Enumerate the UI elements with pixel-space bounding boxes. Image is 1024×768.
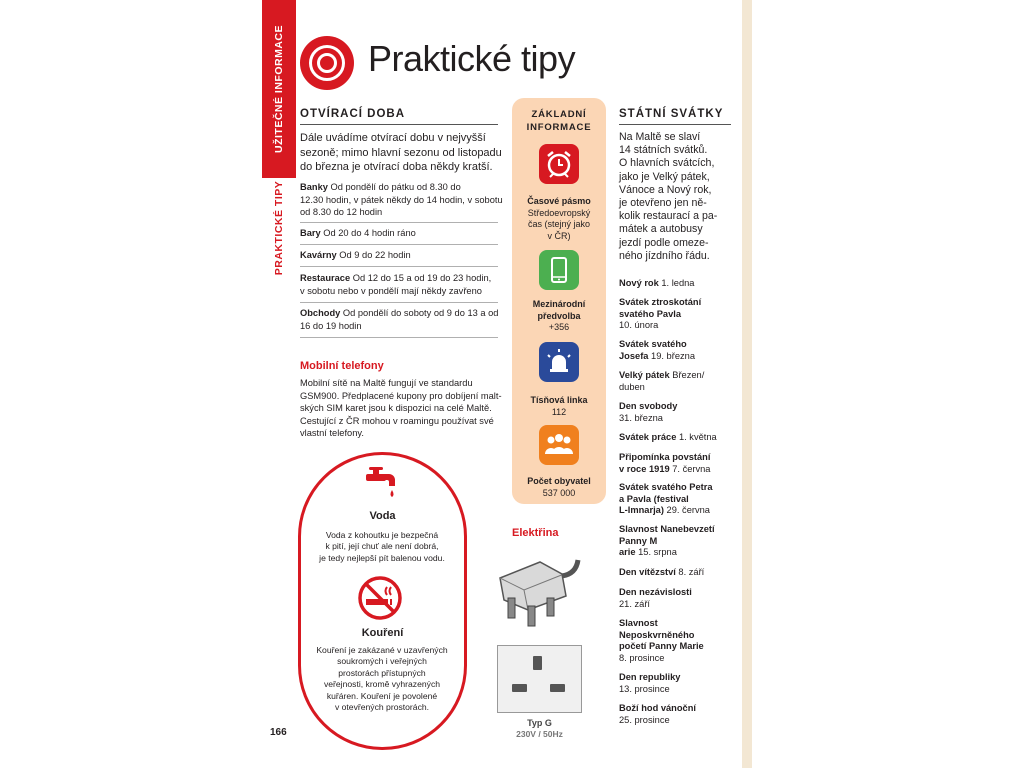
holidays-intro: Na Maltě se slaví 14 státních svátků. O hlavních svátcích, jako je Velký pátek, Vánoce a Nový rok, je otevřeno jen ně- kolik restaurací a pa- mátek a autobusy jezdí podle omeze- ného jízdního řádu. [619,131,718,262]
opening-row-kavarny: Kavárny Od 9 do 22 hodin [300,250,411,260]
socket-type-g-icon [497,645,582,713]
holiday-item: Velký pátek Březen/ duben [619,370,705,392]
opening-hours-heading: OTVÍRACÍ DOBA [300,108,405,120]
page-title: Praktické tipy [368,38,576,79]
mobile-heading: Mobilní telefony [300,360,384,372]
calling-code-info: Mezinárodní předvolba +356 [532,299,586,332]
no-smoking-icon [357,575,403,621]
holiday-item: Svátek práce 1. května [619,432,717,442]
opening-row-obchody: Obchody Od pondělí do soboty od 9 do 13 a od 16 do 19 hodin [300,308,499,331]
population-info: Počet obyvatel 537 000 [527,476,591,498]
water-text: Voda z kohoutku je bezpečná k pití, její chuť ale není dobrá, je tedy nejlepší pít balenou vodu. [319,530,445,563]
divider [300,124,498,125]
holiday-item: Den svobody 31. března [619,401,678,423]
divider [300,266,498,267]
page-number: 166 [270,727,287,738]
opening-row-banky: Banky Od pondělí do pátku od 8.30 do 12.30 hodin, v pátek někdy do 14 hodin, v sobotu od 8.30 do 12 hodin [300,182,503,217]
holiday-item: Boží hod vánoční 25. prosince [619,703,696,725]
opening-row-bary: Bary Od 20 do 4 hodin ráno [300,228,416,238]
holiday-item: Svátek ztroskotání svatého Pavla 10. února [619,297,702,330]
tap-icon [361,466,401,502]
holiday-item: Den nezávislosti 21. září [619,587,692,609]
divider [619,124,731,125]
smoking-heading: Kouření [361,627,404,639]
divider [300,222,498,223]
side-tab-chapter-label: PRAKTICKÉ TIPY [273,180,285,276]
smoking-text: Kouření je zakázané v uzavřených soukromých i veřejných prostorách přístupných veřejnosti, kromě vyhrazených kuřáren. Kouření je povolené v otevřených prostorách. [316,645,448,713]
opening-intro: Dále uvádíme otvírací dobu v nejvyšší sezoně; mimo hlavní sezonu od listopadu do března je otvírací doba někdy kratší. [300,132,502,173]
chapter-logo-icon [300,36,354,90]
divider [300,337,498,338]
siren-icon [539,342,579,382]
plug-icon [492,548,582,630]
holiday-item: Slavnost Neposkvrněného početí Panny Marie 8. prosince [619,618,704,663]
timezone-info: Časové pásmo Středoevropský čas (stejný jako v ČR) [527,196,591,241]
voltage-label: 230V / 50Hz [516,729,563,739]
emergency-info: Tísňová linka 112 [530,395,588,417]
holiday-item: Svátek svatého Petra a Pavla (festival L-Imnarja) 29. června [619,482,713,515]
side-tab-section [262,0,296,178]
holiday-item: Nový rok 1. ledna [619,278,695,288]
opening-row-restaurace: Restaurace Od 12 do 15 a od 19 do 23 hodin, v sobotu nebo v pondělí mají někdy zavřeno [300,273,492,296]
mobile-text: Mobilní sítě na Maltě fungují ve standardu GSM900. Předplacené kupony pro dobíjení malt- ských SIM karet jsou k dispozici na celé Maltě. Cestující z ČR mohou v roamingu používat své vlastní telefony. [300,378,502,438]
water-heading: Voda [369,510,396,522]
holidays-heading: STÁTNÍ SVÁTKY [619,108,724,120]
divider [300,302,498,303]
divider [300,244,498,245]
mobile-phone-icon [539,250,579,290]
electricity-heading: Elektřina [512,527,559,539]
alarm-clock-icon [539,144,579,184]
holiday-item: Připomínka povstání v roce 1919 7. června [619,452,711,474]
side-tab-label: UŽITEČNÉ INFORMACE [273,25,285,153]
holiday-item: Den vítězství 8. září [619,567,705,577]
holiday-item: Svátek svatého Josefa 19. března [619,339,695,361]
side-tab-chapter [262,178,296,278]
holiday-item: Slavnost Nanebevzetí Panny M arie 15. srpna [619,524,715,557]
page-edge [742,0,752,768]
holiday-item: Den republiky 13. prosince [619,672,681,694]
basic-info-heading: ZÁKLADNÍ INFORMACE [526,109,592,133]
people-icon [539,425,579,465]
plug-type-label: Typ G [527,718,552,728]
